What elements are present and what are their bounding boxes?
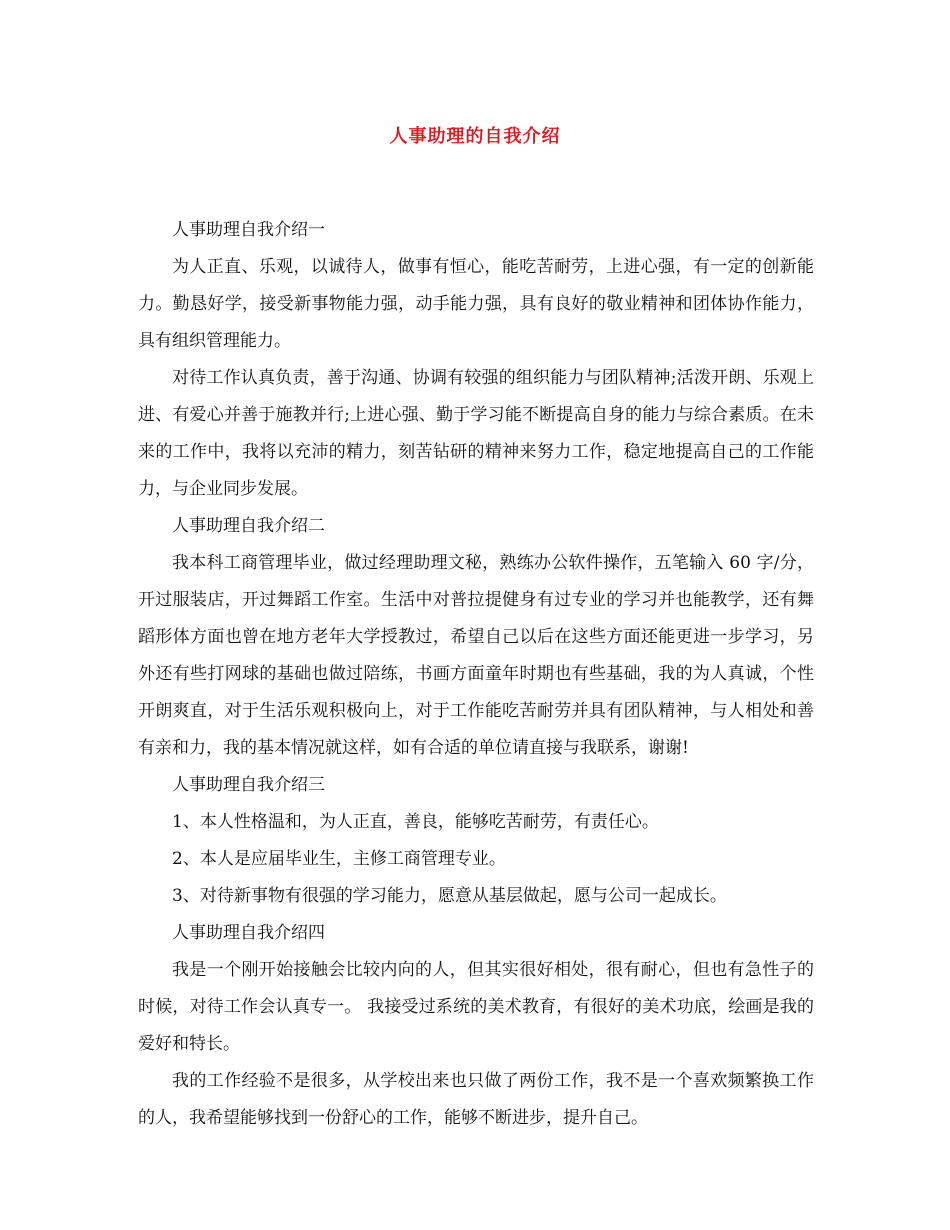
document-body [138,212,814,1137]
paragraph: 为人正直、乐观，以诚待人，做事有恒心，能吃苦耐劳，上进心强，有一定的创新能力。勤恳好学，接受新事物能力强，动手能力强，具有良好的敬业精神和团体协作能力，具有组织管理能力。 [138,257,814,351]
section-heading-1: 人事助理自我介绍一 [172,220,325,240]
section-heading-4: 人事助理自我介绍四 [172,923,325,943]
section-heading-3: 人事助理自我介绍三 [172,775,325,795]
paragraph: 我是一个刚开始接触会比较内向的人，但其实很好相处，很有耐心，但也有急性子的时候，对待工作会认真专一。 我接受过系统的美术教育，有很好的美术功底，绘画是我的爱好和特长。 [138,960,814,1054]
document-title: 人事助理的自我介绍 [389,126,561,147]
paragraph: 我的工作经验不是很多，从学校出来也只做了两份工作，我不是一个喜欢频繁换工作的人，我希望能够找到一份舒心的工作，能够不断进步，提升自己。 [138,1071,814,1128]
list-item: 1、本人性格温和，为人正直，善良，能够吃苦耐劳，有责任心。 [172,812,659,832]
list-item: 3、对待新事物有很强的学习能力，愿意从基层做起，愿与公司一起成长。 [172,886,727,906]
paragraph: 对待工作认真负责，善于沟通、协调有较强的组织能力与团队精神;活泼开朗、乐观上进、有爱心并善于施教并行;上进心强、勤于学习能不断提高自身的能力与综合素质。在未来的工作中，我将以充沛的精力，刻苦钻研的精神来努力工作，稳定地提高自己的工作能力，与企业同步发展。 [138,368,814,499]
paragraph: 我本科工商管理毕业，做过经理助理文秘，熟练办公软件操作，五笔输入 60 字/分，开过服装店，开过舞蹈工作室。生活中对普拉提健身有过专业的学习并也能教学，还有舞蹈形体方面也曾在地方老年大学授教过，希望自己以后在这些方面还能更进一步学习，另外还有些打网球的基础也做过陪练，书画方面童年时期也有些基础，我的为人真诚，个性开朗爽直，对于生活乐观积极向上，对于工作能吃苦耐劳并具有团队精神，与人相处和善有亲和力，我的基本情况就这样，如有合适的单位请直接与我联系，谢谢! [138,553,814,758]
section-heading-2: 人事助理自我介绍二 [172,516,325,536]
list-item: 2、本人是应届毕业生，主修工商管理专业。 [172,849,506,869]
